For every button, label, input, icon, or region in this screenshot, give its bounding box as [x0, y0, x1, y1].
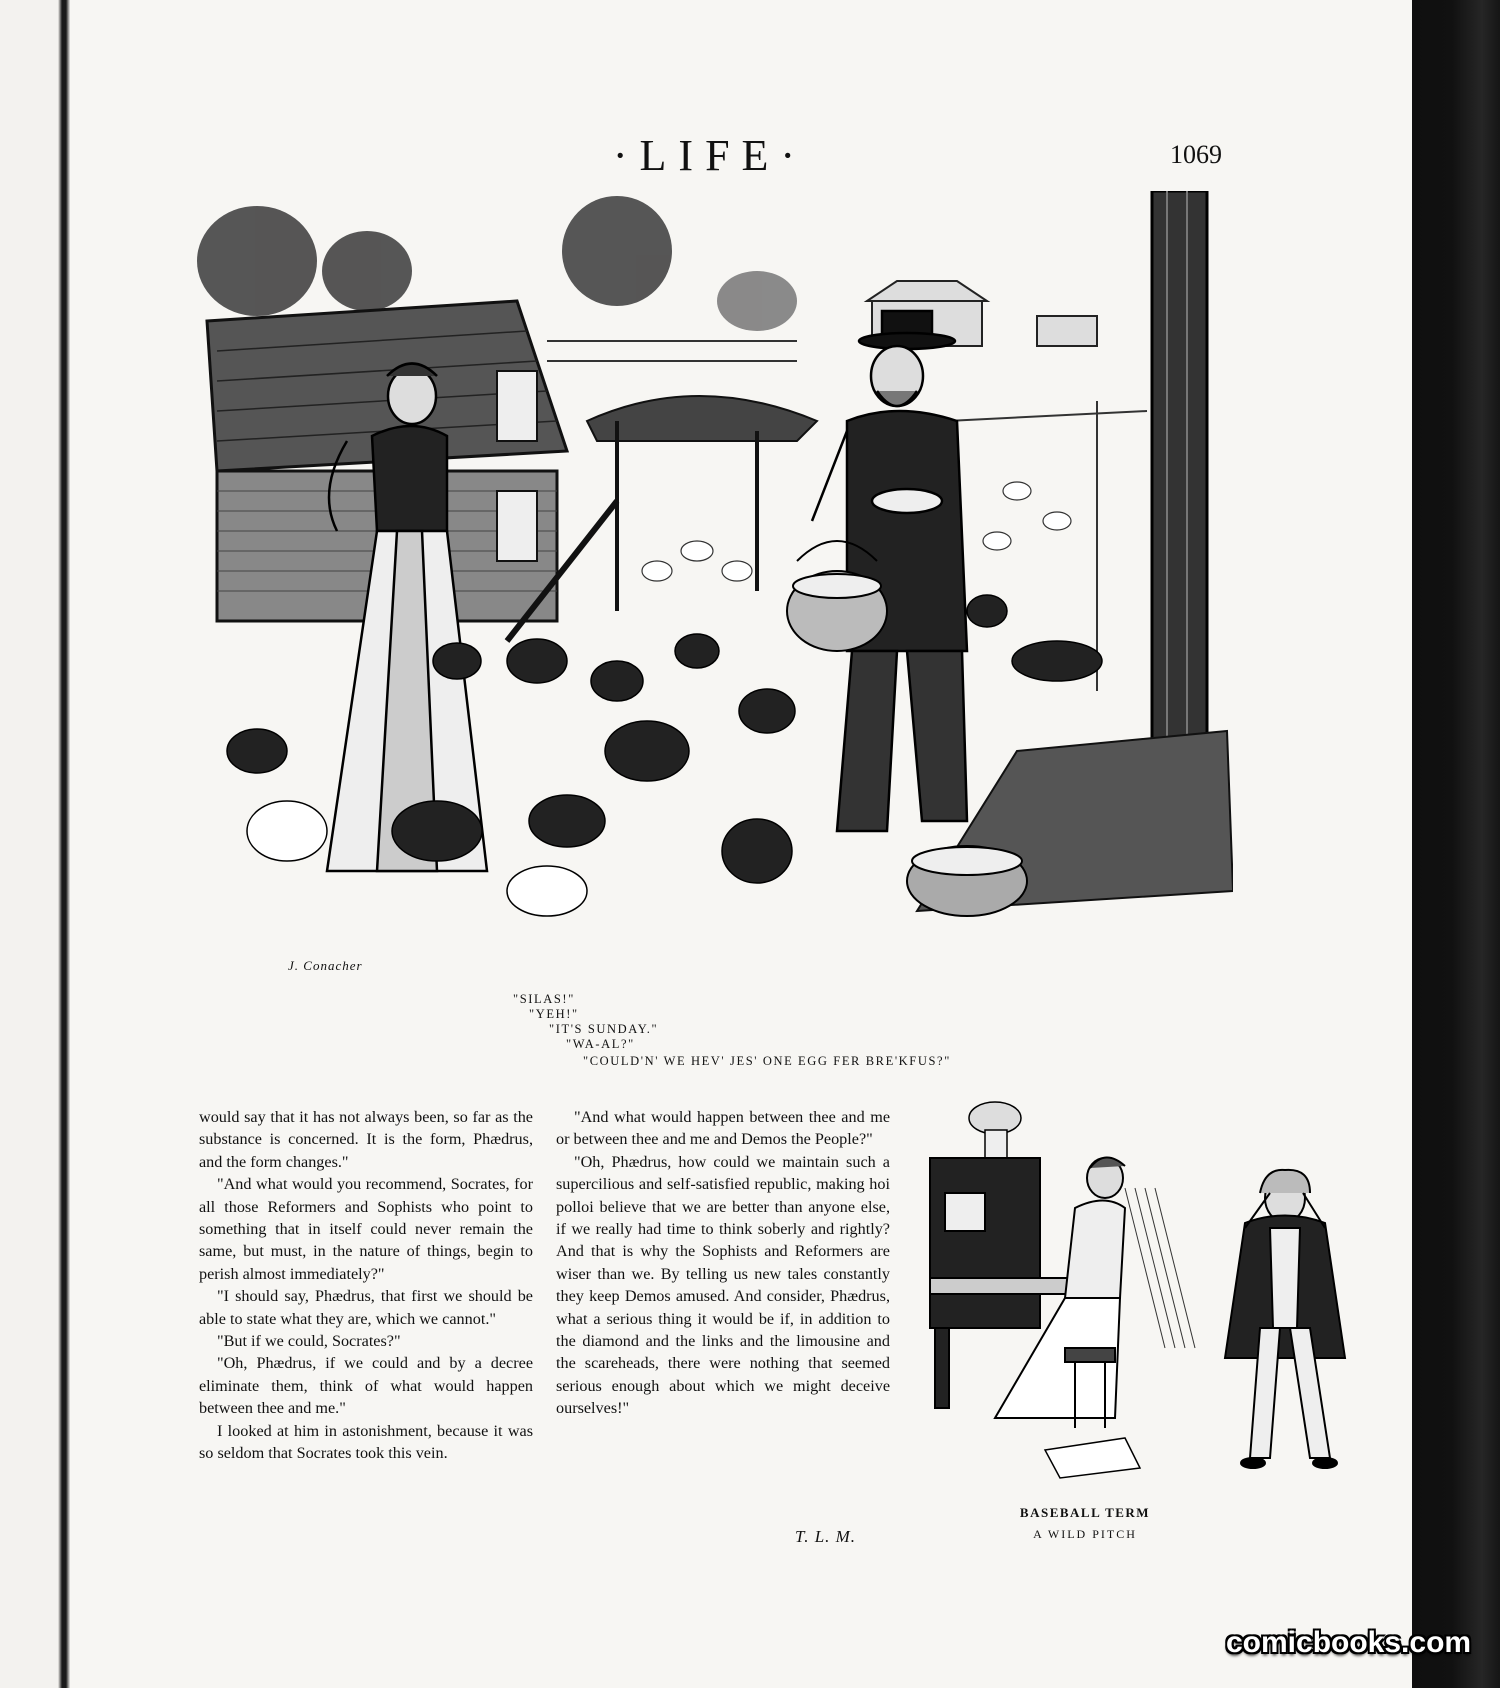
caption-line: "YEH!" — [529, 1007, 579, 1021]
cartoon-caption-title: BASEBALL TERM — [1019, 1505, 1151, 1520]
piano-cartoon — [925, 1098, 1380, 1498]
article-column-left — [199, 1106, 533, 1465]
paragraph: "And what would happen between thee and me or between thee and me and Demos the People?" — [556, 1108, 890, 1149]
cartoon-caption — [0, 992, 1412, 1072]
page-number: 1069 — [1170, 140, 1222, 169]
cartoon-caption-subtitle: A WILD PITCH — [1033, 1527, 1137, 1541]
paragraph: I looked at him in astonishment, because it was so seldom that Socrates took this vein. — [199, 1421, 533, 1463]
caption-line: "SILAS!" — [513, 992, 575, 1006]
farmyard-drawing — [197, 191, 1233, 966]
caption-line: "COULD'N' WE HEV' JES' ONE EGG FER BRE'KFUS?" — [583, 1054, 951, 1068]
author-signature: T. L. M. — [795, 1527, 857, 1546]
farmyard-cartoon — [196, 190, 1234, 967]
source-watermark: comicbooks.com — [1226, 1626, 1472, 1659]
paragraph: "Oh, Phædrus, if we could and by a decree eliminate them, think of what would happen between thee and me." — [199, 1354, 533, 1418]
paragraph: "Oh, Phædrus, how could we maintain such a supercilious and self-satisfied republic, making hoi polloi believe that we are better than anyone else, if we really had time to think soberly and rightly? And that is why the Sophists and Reformers are wiser than we. By telling us new tales constantly they keep Demos amused. And consider, Phædrus, what a serious thing it would be if, in addition to the diamond and the links and the limousine and the scareheads, there were nothing that seemed serious enough about which we might deceive ourselves!" — [556, 1152, 890, 1418]
page-left-edge — [0, 0, 70, 1688]
paragraph: would say that it has not always been, so far as the substance is concerned. It is the form, Phædrus, and the form changes." — [199, 1108, 533, 1171]
piano-drawing — [925, 1098, 1380, 1498]
paragraph: "But if we could, Socrates?" — [217, 1332, 401, 1351]
article-column-middle — [556, 1106, 890, 1420]
caption-line: "IT'S SUNDAY." — [549, 1022, 659, 1036]
paragraph: "I should say, Phædrus, that first we should be able to state what they are, which we cannot." — [199, 1287, 533, 1328]
paragraph: "And what would you recommend, Socrates, for all those Reformers and Sophists who point to something that in itself could never remain the same, but must, in the nature of things, begin to perish almost immediately?" — [199, 1175, 533, 1283]
artist-signature: J. Conacher — [288, 958, 363, 973]
book-spine — [1412, 0, 1500, 1688]
caption-line: "WA-AL?" — [566, 1037, 635, 1051]
magazine-masthead: ·LIFE· — [612, 131, 808, 180]
